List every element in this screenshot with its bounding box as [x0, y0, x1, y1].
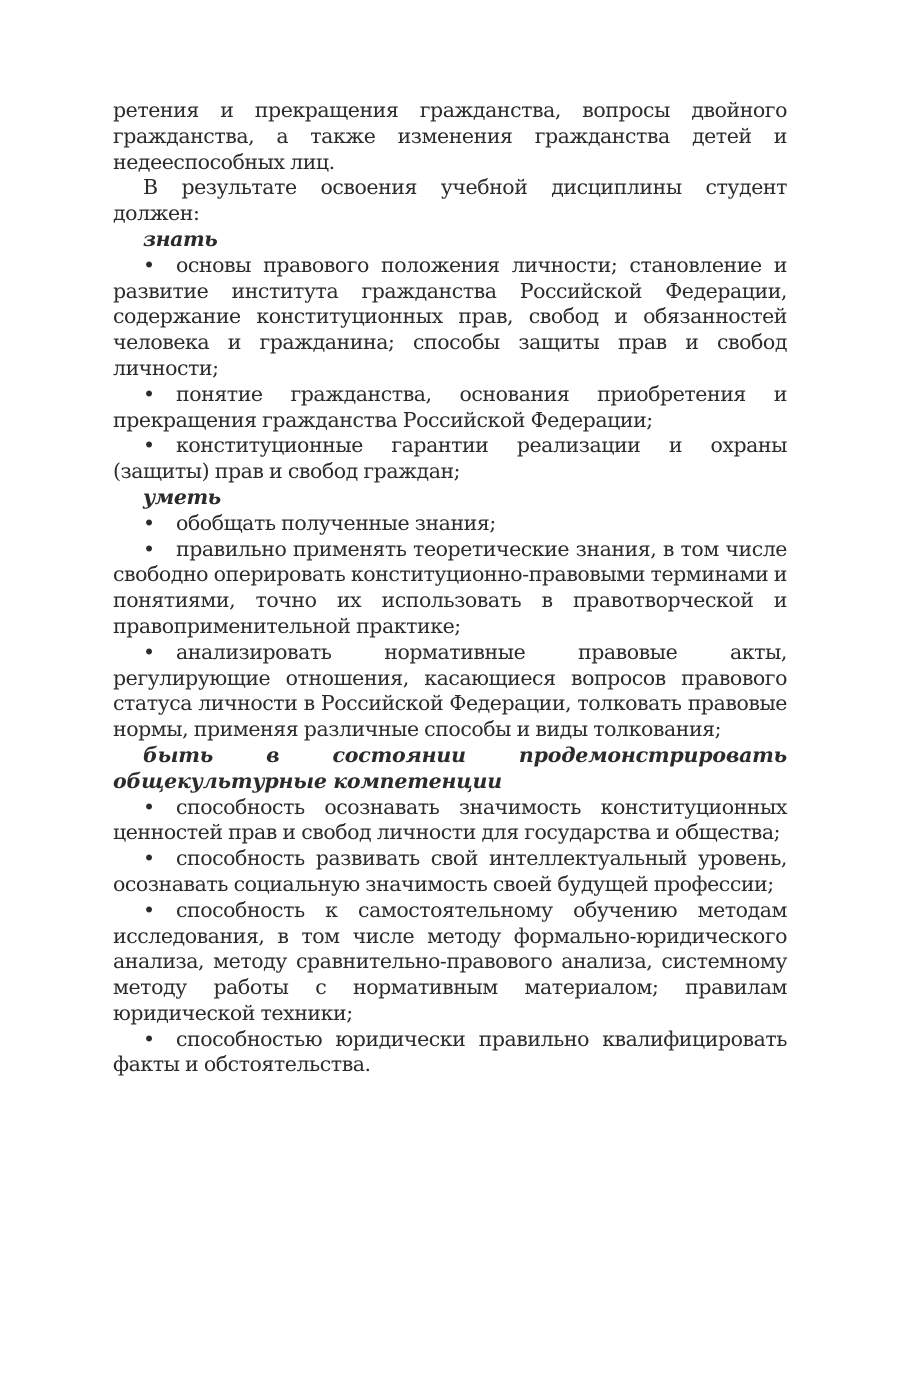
bullet-icon: •	[143, 897, 155, 922]
document-body	[113, 98, 787, 1078]
section-heading-able: уметь	[143, 484, 221, 509]
bullet-icon: •	[143, 846, 155, 871]
bullet-icon: •	[143, 433, 155, 458]
list-item	[113, 511, 787, 537]
list-item-text: анализировать нормативные правовые акты, регулирующие отношения, касающиеся вопросов правового статуса личности в Российской Федерации, толковать правовые нормы, применяя различные способы и виды толкования;	[113, 639, 787, 742]
intro-continuation: ретения и прекращения гражданства, вопросы двойного гражданства, а также изменения гражданства детей и недееспособных лиц.	[113, 98, 787, 174]
list-item-text: основы правового положения личности; становление и развитие института гражданства Российской Федерации, содержание конституционных прав, свобод и обязанностей человека и гражданина; способы защиты прав и свобод личности;	[113, 252, 787, 380]
list-item	[113, 898, 787, 1027]
list-item	[113, 537, 787, 640]
list-item	[113, 253, 787, 382]
bullet-icon: •	[143, 1026, 155, 1051]
bullet-icon: •	[143, 381, 155, 406]
section-heading-competences: быть в состоянии продемонстрировать общекультурные компетенции	[113, 742, 787, 793]
bullet-icon: •	[143, 510, 155, 535]
bullet-icon: •	[143, 639, 155, 664]
list-item	[113, 846, 787, 898]
list-item-text: способность к самостоятельному обучению методам исследования, в том числе методу формально-юридического анализа, методу сравнительно-правового анализа, системному методу работы с нормативным материалом; правилам юридической техники;	[113, 897, 787, 1025]
bullet-icon: •	[143, 252, 155, 277]
list-item	[113, 382, 787, 434]
list-item	[113, 795, 787, 847]
list-item-text: способностью юридически правильно квалифицировать факты и обстоятельства.	[113, 1026, 787, 1077]
list-item	[113, 640, 787, 743]
list-item-text: понятие гражданства, основания приобретения и прекращения гражданства Российской Федерации;	[113, 381, 787, 432]
bullet-icon: •	[143, 794, 155, 819]
bullet-icon: •	[143, 536, 155, 561]
list-item-text: способность осознавать значимость конституционных ценностей прав и свобод личности для государства и общества;	[113, 794, 787, 845]
intro-result: В результате освоения учебной дисциплины студент должен:	[113, 175, 787, 226]
list-item	[113, 433, 787, 485]
list-item-text: обобщать полученные знания;	[176, 510, 496, 535]
list-item-text: способность развивать свой интеллектуальный уровень, осознавать социальную значимость своей будущей профессии;	[113, 846, 787, 896]
list-item-text: конституционные гарантии реализации и охраны (защиты) прав и свобод граждан;	[113, 433, 787, 484]
list-item	[113, 1027, 787, 1079]
section-heading-know: знать	[143, 226, 218, 251]
list-item-text: правильно применять теоретические знания, в том числе свободно оперировать конституционно-правовыми терминами и понятиями, точно их использовать в правотворческой и правоприменительной практике;	[113, 536, 787, 638]
